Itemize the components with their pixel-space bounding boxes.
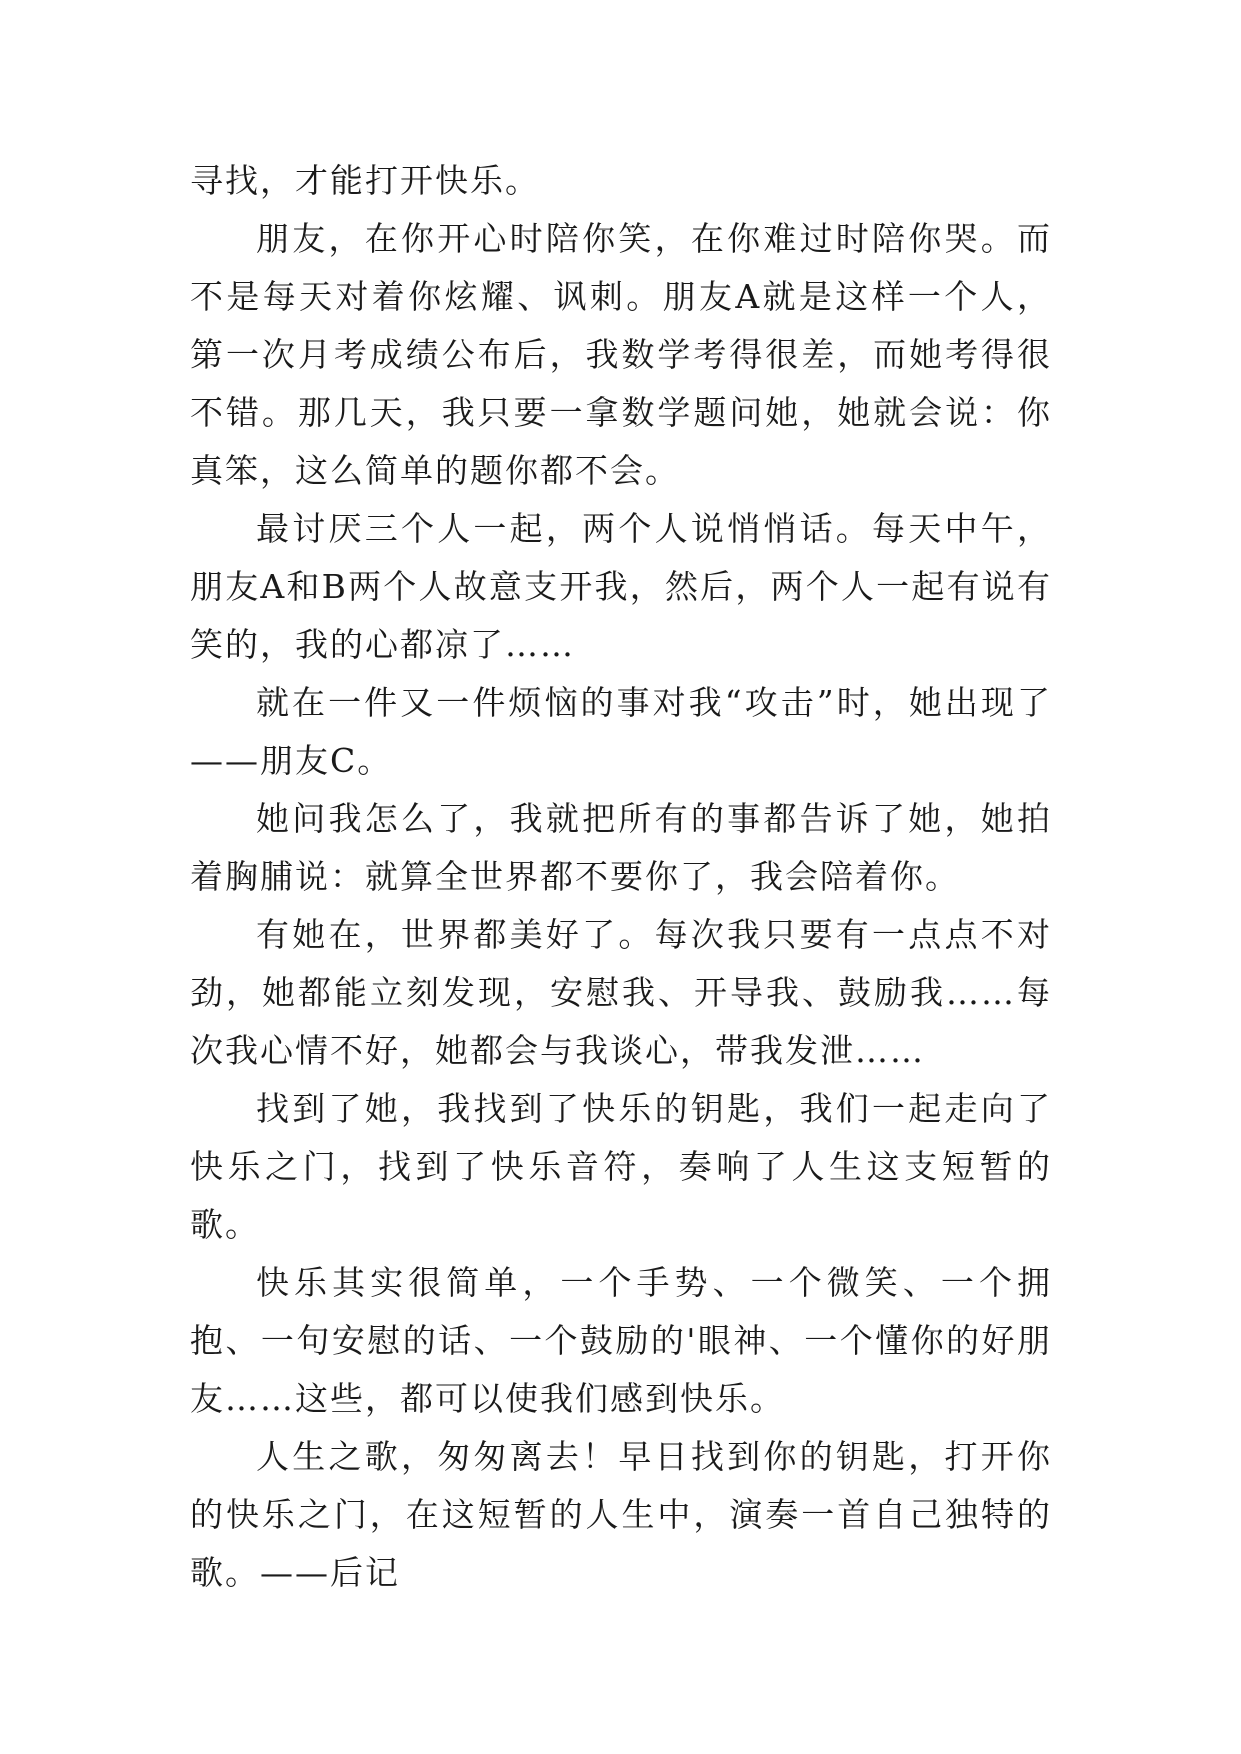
paragraph: 最讨厌三个人一起，两个人说悄悄话。每天中午，朋友A和B两个人故意支开我，然后，两个人一起有说有笑的，我的心都凉了…… [190, 509, 1052, 664]
paragraph: 就在一件又一件烦恼的事对我“攻击”时，她出现了——朋友C。 [190, 683, 1052, 780]
paragraph: 找到了她，我找到了快乐的钥匙，我们一起走向了快乐之门，找到了快乐音符，奏响了人生这支短暂的歌。 [190, 1089, 1052, 1244]
paragraph: 快乐其实很简单，一个手势、一个微笑、一个拥抱、一句安慰的话、一个鼓励的'眼神、一个懂你的好朋友……这些，都可以使我们感到快乐。 [190, 1263, 1052, 1418]
document-body [190, 152, 1052, 1602]
paragraph: 人生之歌，匆匆离去！早日找到你的钥匙，打开你的快乐之门，在这短暂的人生中，演奏一首自己独特的歌。——后记 [190, 1437, 1052, 1592]
paragraph: 有她在，世界都美好了。每次我只要有一点点不对劲，她都能立刻发现，安慰我、开导我、鼓励我……每次我心情不好，她都会与我谈心，带我发泄…… [190, 915, 1052, 1070]
paragraph: 她问我怎么了，我就把所有的事都告诉了她，她拍着胸脯说：就算全世界都不要你了，我会陪着你。 [190, 799, 1052, 896]
paragraph: 朋友，在你开心时陪你笑，在你难过时陪你哭。而不是每天对着你炫耀、讽刺。朋友A就是这样一个人，第一次月考成绩公布后，我数学考得很差，而她考得很不错。那几天，我只要一拿数学题问她，她就会说：你真笨，这么简单的题你都不会。 [190, 219, 1052, 490]
paragraph: 寻找，才能打开快乐。 [190, 161, 540, 200]
